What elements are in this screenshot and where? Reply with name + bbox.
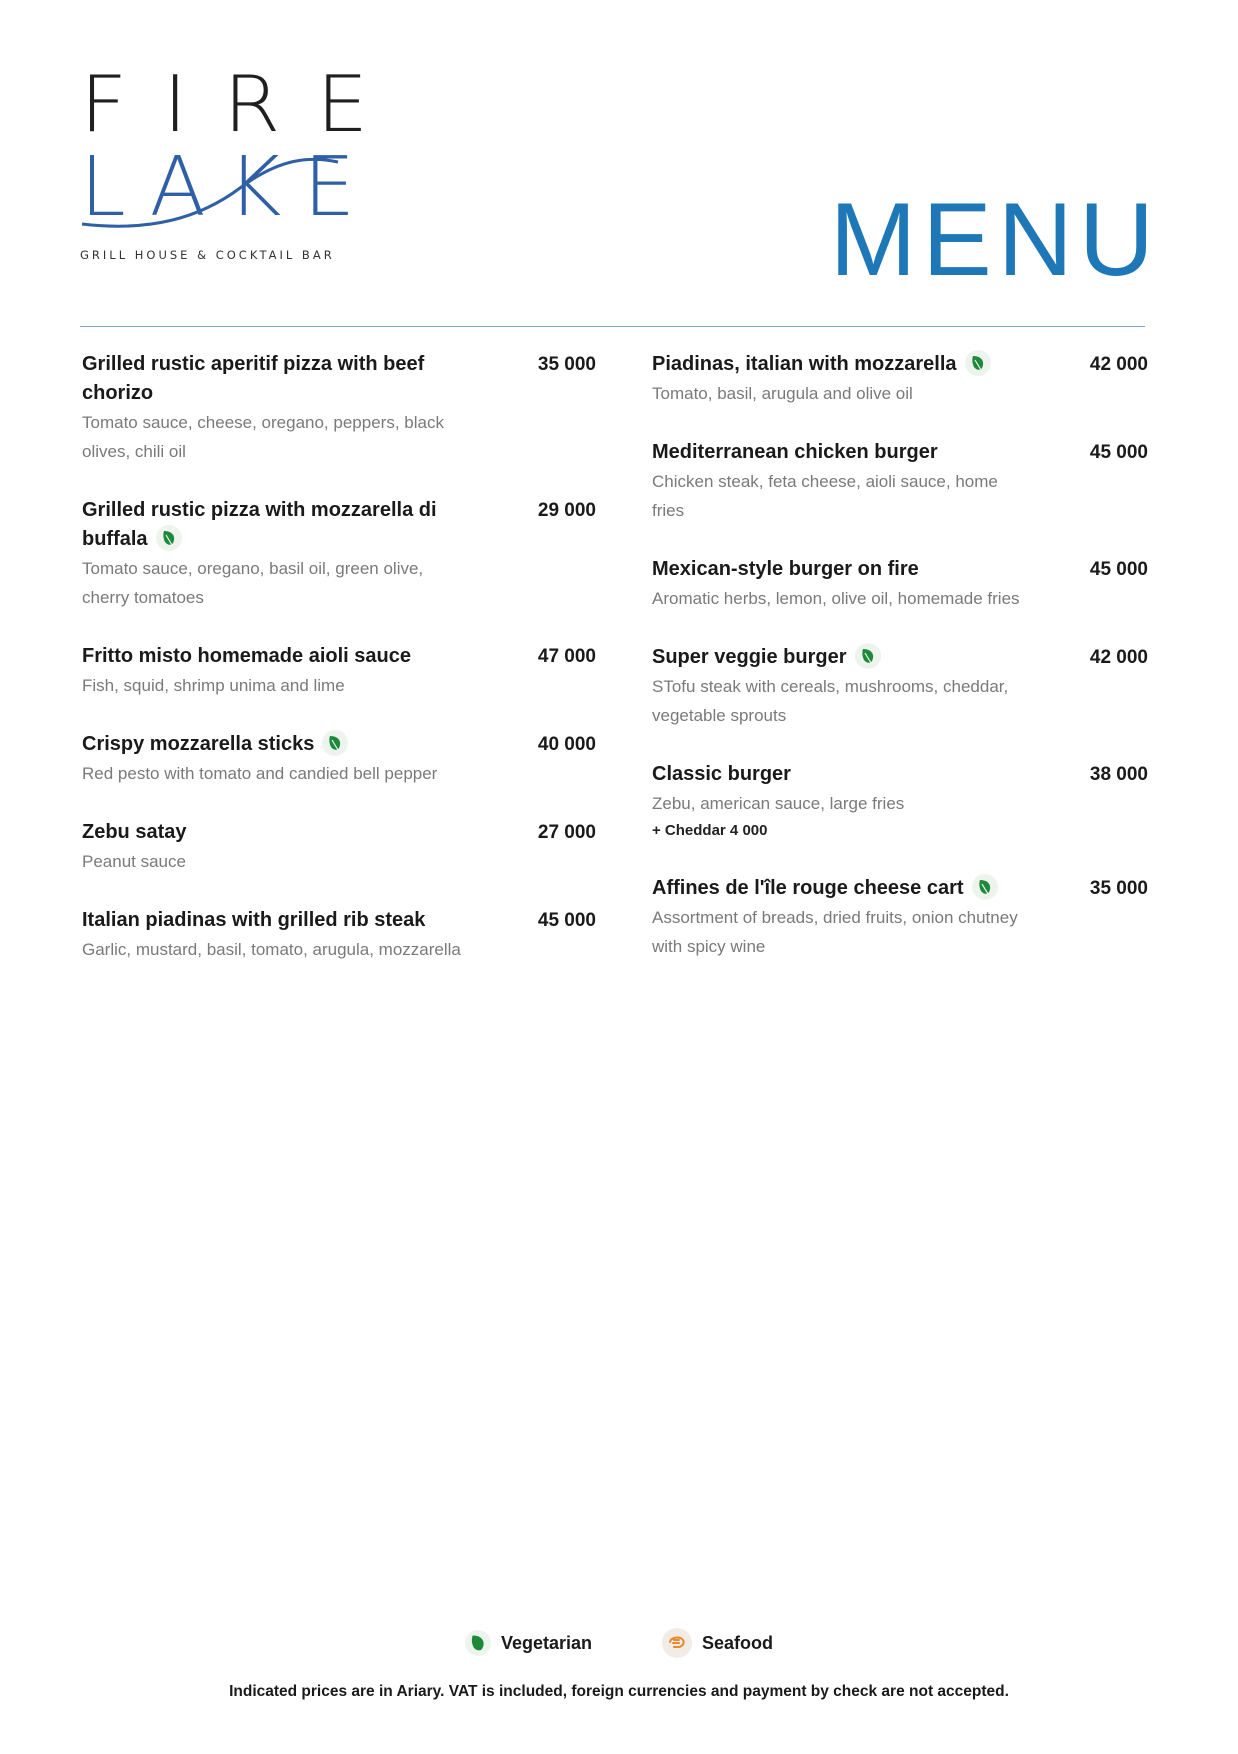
menu-item-name-wrap xyxy=(652,350,991,379)
menu-item-name: Mediterranean chicken burger xyxy=(652,441,938,463)
menu-item-name: Italian piadinas with grilled rib steak xyxy=(82,909,426,931)
menu-item xyxy=(652,643,1148,730)
menu-item-description: Aromatic herbs, lemon, olive oil, homemade fries xyxy=(652,589,1020,608)
menu-item-description: STofu steak with cereals, mushrooms, cheddar, vegetable sprouts xyxy=(652,677,1009,725)
menu-item-price: 42 000 xyxy=(1089,354,1148,375)
menu-item-price: 47 000 xyxy=(537,646,596,667)
vegetarian-leaf-icon xyxy=(156,525,182,551)
menu-item-header xyxy=(82,642,596,671)
menu-item-header xyxy=(82,730,596,759)
legend xyxy=(0,1628,1238,1658)
menu-item-header xyxy=(652,350,1148,379)
menu-item-header xyxy=(652,760,1148,789)
menu-item-name-wrap xyxy=(82,730,348,759)
menu-item-price: 35 000 xyxy=(1089,878,1148,899)
menu-item-price: 40 000 xyxy=(537,734,596,755)
menu-item-name: Piadinas, italian with mozzarella xyxy=(652,353,957,375)
menu-item-header xyxy=(82,496,596,554)
menu-item xyxy=(82,350,596,466)
menu-item-price: 42 000 xyxy=(1089,647,1148,668)
vegetarian-leaf-icon xyxy=(965,350,991,376)
menu-item-description: Zebu, american sauce, large fries xyxy=(652,794,905,813)
menu-item-name: Zebu satay xyxy=(82,821,187,843)
leaf-icon xyxy=(465,1630,491,1656)
menu-item xyxy=(82,496,596,612)
logo-lake-text: LAKE xyxy=(80,140,378,235)
logo-tagline: GRILL HOUSE & COCKTAIL BAR xyxy=(80,248,335,262)
menu-column-right xyxy=(652,350,1148,991)
menu-item-name-wrap xyxy=(82,642,411,671)
menu-item-name-wrap xyxy=(82,818,186,847)
menu-item-name-wrap xyxy=(652,643,881,672)
brand-logo xyxy=(80,59,405,262)
menu-item-description: Chicken steak, feta cheese, aioli sauce, home fries xyxy=(652,472,998,520)
menu-item-extra: + Cheddar 4 000 xyxy=(652,822,768,839)
menu-item-name-wrap xyxy=(652,555,919,584)
legend-vegetarian xyxy=(465,1630,592,1656)
logo-fire-text: FIRE xyxy=(80,59,405,150)
menu-item-header xyxy=(82,818,596,847)
menu-item-price: 29 000 xyxy=(537,500,596,521)
menu-item-price: 45 000 xyxy=(1089,442,1148,463)
vegetarian-leaf-icon xyxy=(322,730,348,756)
menu-item-price: 45 000 xyxy=(1089,559,1148,580)
menu-item-name-wrap xyxy=(82,906,425,935)
menu-item-name-wrap xyxy=(652,874,998,903)
menu-item xyxy=(652,438,1148,525)
menu-item-price: 45 000 xyxy=(537,910,596,931)
menu-item-price: 35 000 xyxy=(537,354,596,375)
menu-item xyxy=(82,642,596,700)
menu-item xyxy=(82,730,596,788)
legend-seafood-label: Seafood xyxy=(702,1632,774,1653)
vegetarian-leaf-icon xyxy=(972,874,998,900)
menu-item xyxy=(82,906,596,964)
page-title: MENU xyxy=(829,182,1160,298)
menu-item-price: 27 000 xyxy=(537,822,596,843)
menu-column-left xyxy=(82,350,596,994)
legend-vegetarian-label: Vegetarian xyxy=(500,1632,593,1653)
vegetarian-leaf-icon xyxy=(855,643,881,669)
menu-item-header xyxy=(82,906,596,935)
price-footnote: Indicated prices are in Ariary. VAT is included, foreign currencies and payment by check are not accepted. xyxy=(229,1683,1009,1700)
menu-item-description: Assortment of breads, dried fruits, onion chutney with spicy wine xyxy=(652,908,1018,956)
menu-item-name: Mexican-style burger on fire xyxy=(652,558,919,580)
menu-item-name: Fritto misto homemade aioli sauce xyxy=(82,645,411,667)
menu-item-description: Tomato sauce, oregano, basil oil, green olive, cherry tomatoes xyxy=(82,559,424,607)
menu-item xyxy=(82,818,596,876)
menu-item-description: Red pesto with tomato and candied bell pepper xyxy=(82,764,438,783)
menu-item-header xyxy=(652,555,1148,584)
menu-item xyxy=(652,555,1148,613)
menu-item xyxy=(652,760,1148,844)
menu-item-header xyxy=(652,874,1148,903)
menu-item-header xyxy=(652,643,1148,672)
menu-item-name: Super veggie burger xyxy=(652,646,847,668)
menu-item-name: Grilled rustic aperitif pizza with beef chorizo xyxy=(82,353,425,404)
menu-item-description: Tomato, basil, arugula and olive oil xyxy=(652,384,913,403)
logo-wave-icon xyxy=(80,140,378,238)
menu-item-name-wrap xyxy=(652,760,791,789)
menu-item-header xyxy=(652,438,1148,467)
menu-item-description: Tomato sauce, cheese, oregano, peppers, black olives, chili oil xyxy=(82,413,444,461)
menu-item-description: Peanut sauce xyxy=(82,852,186,871)
header-divider xyxy=(80,326,1145,327)
legend-seafood xyxy=(662,1628,773,1658)
menu-item-name: Grilled rustic pizza with mozzarella di buffala xyxy=(82,499,437,550)
logo-lake xyxy=(80,140,378,238)
menu-item-description: Fish, squid, shrimp unima and lime xyxy=(82,676,345,695)
menu-item-description: Garlic, mustard, basil, tomato, arugula, mozzarella xyxy=(82,940,461,959)
menu-item-price: 38 000 xyxy=(1089,764,1148,785)
menu-item-name-wrap xyxy=(82,350,452,408)
menu-item-name-wrap xyxy=(652,438,938,467)
menu-item-header xyxy=(82,350,596,408)
menu-item-name: Affines de l'île rouge cheese cart xyxy=(652,877,964,899)
shrimp-icon xyxy=(662,1628,692,1658)
menu-item-name: Crispy mozzarella sticks xyxy=(82,733,315,755)
menu-item xyxy=(652,874,1148,961)
menu-item-name: Classic burger xyxy=(652,763,791,785)
menu-item-name-wrap xyxy=(82,496,452,554)
menu-item xyxy=(652,350,1148,408)
